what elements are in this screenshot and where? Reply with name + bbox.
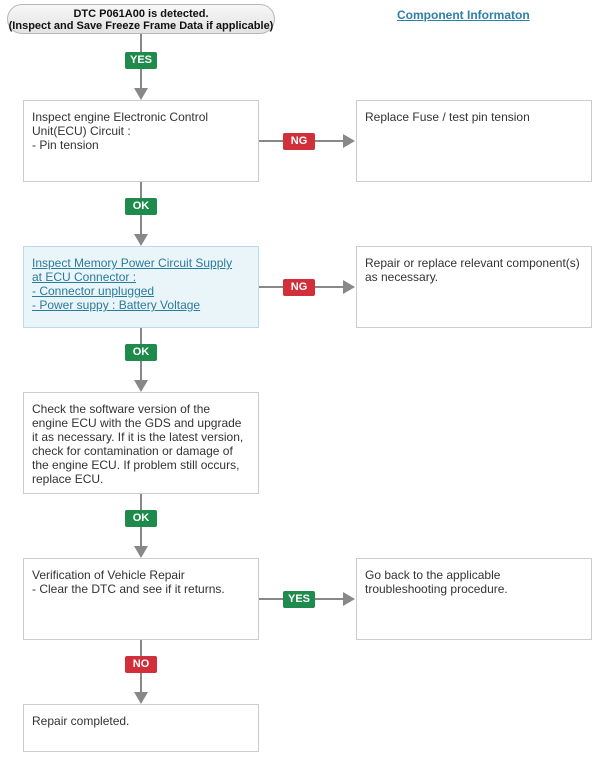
step3-line: replace ECU. xyxy=(32,472,104,486)
step4-yes-line: Go back to the applicable xyxy=(365,568,501,582)
arrow-down-icon xyxy=(134,692,148,704)
step2-link-line[interactable]: - Power suppy : Battery Voltage xyxy=(32,298,201,312)
badge-ok-step2: OK xyxy=(125,344,157,361)
step1-inspect-ecu-circuit xyxy=(23,100,259,182)
step2-ng-line: as necessary. xyxy=(365,270,439,284)
badge-yes-start: YES xyxy=(125,52,157,69)
step3-line: check for contamination or damage of xyxy=(32,444,233,458)
step4-line: - Clear the DTC and see if it returns. xyxy=(32,582,225,596)
badge-ng-step1: NG xyxy=(283,133,315,150)
badge-yes-step4: YES xyxy=(283,591,315,608)
step1-ng-replace-fuse xyxy=(356,100,592,182)
step3-check-software-version xyxy=(23,392,259,494)
step1-line: - Pin tension xyxy=(32,138,99,152)
start-node-line-1: DTC P061A00 is detected. xyxy=(73,8,209,20)
step4-yes-line: troubleshooting procedure. xyxy=(365,582,508,596)
step2-link-line[interactable]: at ECU Connector : xyxy=(32,270,137,284)
step4-verification-repair xyxy=(23,558,259,640)
step1-line: Unit(ECU) Circuit : xyxy=(32,124,131,138)
badge-ng-step2: NG xyxy=(283,279,315,296)
step3-line: engine ECU with the GDS and upgrade xyxy=(32,416,242,430)
step3-line: the engine ECU. If problem still occurs, xyxy=(32,458,240,472)
start-node-dtc-detected xyxy=(7,4,275,34)
step2-link-line[interactable]: - Connector unplugged xyxy=(32,284,155,298)
step2-link-line[interactable]: Inspect Memory Power Circuit Supply xyxy=(32,256,233,270)
step5-repair-completed xyxy=(23,704,259,752)
step4-yes-go-back xyxy=(356,558,592,640)
start-node-line-2: (Inspect and Save Freeze Frame Data if applicable) xyxy=(8,20,274,32)
arrow-right-icon xyxy=(343,592,355,606)
component-information-link[interactable]: Component Informaton xyxy=(397,8,530,22)
badge-ok-step1: OK xyxy=(125,198,157,215)
step1-line: Inspect engine Electronic Control xyxy=(32,110,209,124)
arrow-down-icon xyxy=(134,546,148,558)
arrow-down-icon xyxy=(134,380,148,392)
step3-line: it as necessary. If it is the latest version, xyxy=(32,430,244,444)
badge-ok-step3: OK xyxy=(125,510,157,527)
arrow-down-icon xyxy=(134,234,148,246)
arrow-right-icon xyxy=(343,280,355,294)
step3-line: Check the software version of the xyxy=(32,402,211,416)
arrow-right-icon xyxy=(343,134,355,148)
step4-line: Verification of Vehicle Repair xyxy=(32,568,185,582)
step1-ng-line: Replace Fuse / test pin tension xyxy=(365,110,530,124)
step2-inspect-memory-power[interactable] xyxy=(23,246,259,328)
arrow-down-icon xyxy=(134,88,148,100)
step2-ng-line: Repair or replace relevant component(s) xyxy=(365,256,580,270)
step2-ng-repair-replace xyxy=(356,246,592,328)
step5-line: Repair completed. xyxy=(32,714,130,728)
badge-no-step4: NO xyxy=(125,656,157,673)
